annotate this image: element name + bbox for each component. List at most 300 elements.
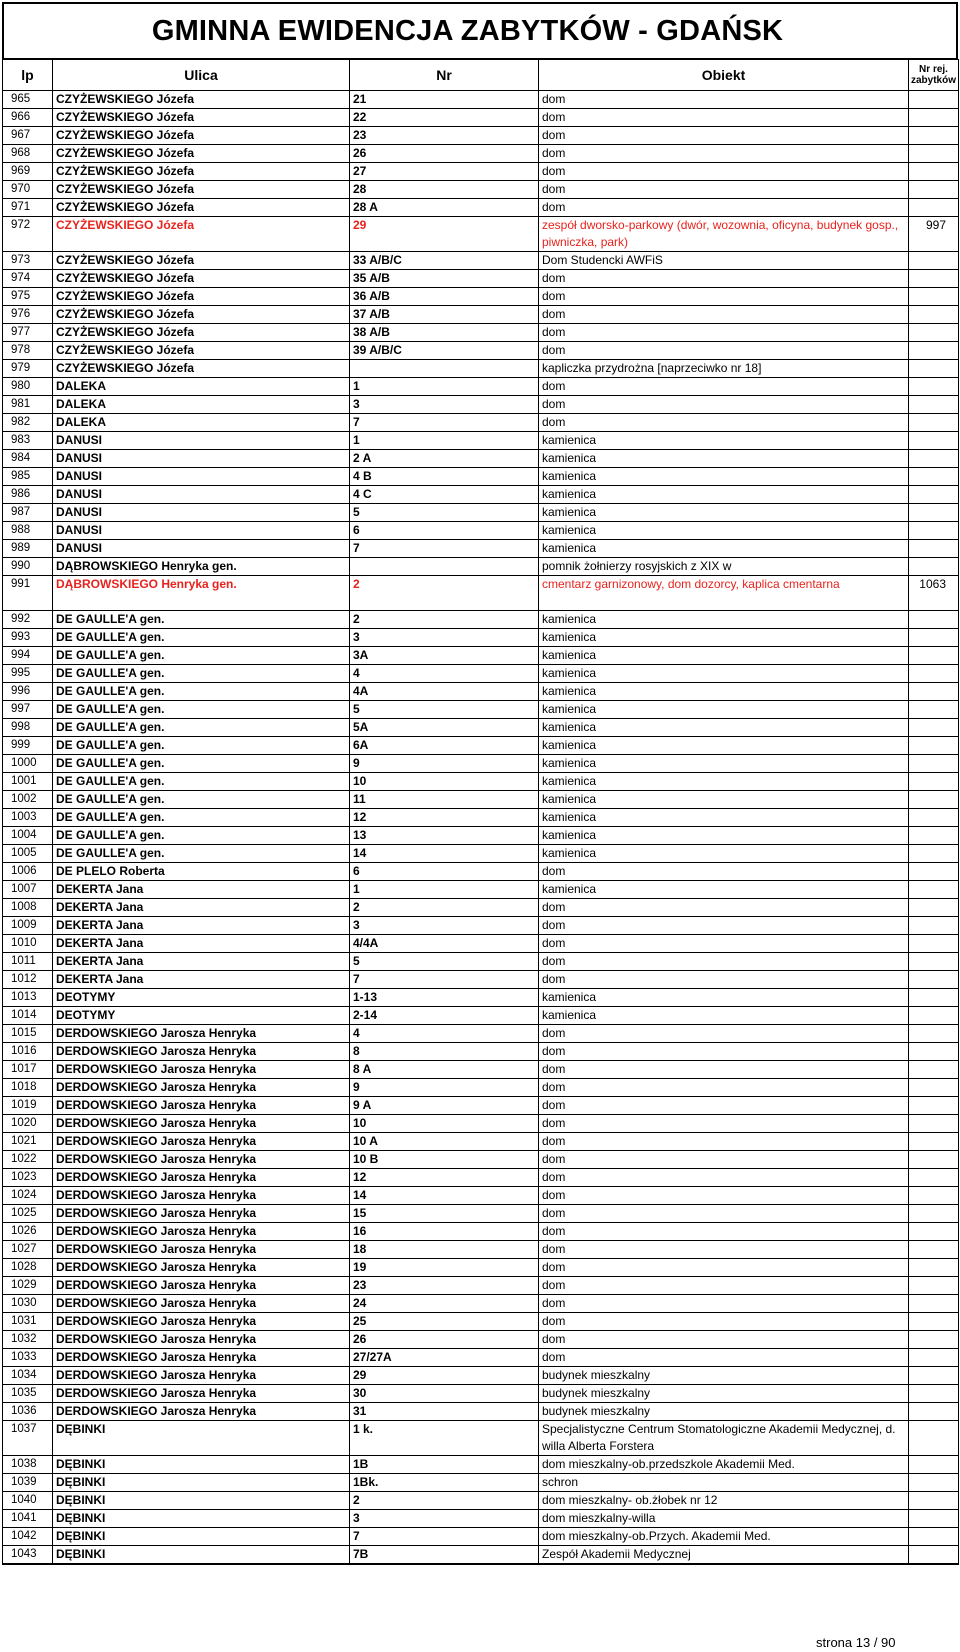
table-row <box>3 989 959 1007</box>
row-object: Dom Studencki AWFiS <box>539 252 909 270</box>
table-row <box>3 127 959 145</box>
table-row <box>3 809 959 827</box>
row-object: dom <box>539 1223 909 1241</box>
row-street: CZYŻEWSKIEGO Józefa <box>53 163 350 181</box>
row-street: DEKERTA Jana <box>53 917 350 935</box>
table-row <box>3 1079 959 1097</box>
row-nr: 30 <box>350 1385 539 1403</box>
row-object: dom <box>539 1187 909 1205</box>
row-street: DERDOWSKIEGO Jarosza Henryka <box>53 1169 350 1187</box>
row-nr: 37 A/B <box>350 306 539 324</box>
row-nr <box>350 360 539 378</box>
row-street: CZYŻEWSKIEGO Józefa <box>53 217 350 252</box>
table-row <box>3 414 959 432</box>
row-object: dom <box>539 181 909 199</box>
row-registry <box>909 1061 959 1079</box>
row-object: dom mieszkalny-ob.Przych. Akademii Med. <box>539 1528 909 1546</box>
row-nr: 5A <box>350 719 539 737</box>
row-nr: 39 A/B/C <box>350 342 539 360</box>
table-row <box>3 199 959 217</box>
row-registry <box>909 396 959 414</box>
row-nr: 4/4A <box>350 935 539 953</box>
row-registry <box>909 1079 959 1097</box>
row-lp: 985 <box>3 468 53 486</box>
row-lp: 1005 <box>3 845 53 863</box>
table-row <box>3 611 959 629</box>
row-registry <box>909 270 959 288</box>
row-nr: 13 <box>350 827 539 845</box>
row-registry <box>909 558 959 576</box>
row-street: DANUSI <box>53 522 350 540</box>
table-row <box>3 109 959 127</box>
row-object: kamienica <box>539 665 909 683</box>
table-row <box>3 576 959 611</box>
table-row <box>3 1474 959 1492</box>
row-object: dom <box>539 971 909 989</box>
table-row <box>3 342 959 360</box>
row-nr: 5 <box>350 953 539 971</box>
row-nr <box>350 558 539 576</box>
row-street: DE GAULLE'A gen. <box>53 683 350 701</box>
row-street: CZYŻEWSKIEGO Józefa <box>53 109 350 127</box>
row-lp: 1026 <box>3 1223 53 1241</box>
table-row <box>3 1061 959 1079</box>
table-row <box>3 288 959 306</box>
row-object: Zespół Akademii Medycznej <box>539 1546 909 1565</box>
row-lp: 996 <box>3 683 53 701</box>
row-object: kamienica <box>539 647 909 665</box>
row-lp: 1024 <box>3 1187 53 1205</box>
row-lp: 981 <box>3 396 53 414</box>
row-nr: 2 <box>350 576 539 611</box>
row-object: kamienica <box>539 504 909 522</box>
row-nr: 3 <box>350 917 539 935</box>
row-street: DERDOWSKIEGO Jarosza Henryka <box>53 1385 350 1403</box>
row-street: DERDOWSKIEGO Jarosza Henryka <box>53 1277 350 1295</box>
row-object: dom <box>539 1241 909 1259</box>
row-lp: 1011 <box>3 953 53 971</box>
row-registry: 1063 <box>909 576 959 611</box>
row-object: dom <box>539 1151 909 1169</box>
row-street: DEOTYMY <box>53 1007 350 1025</box>
table-row <box>3 306 959 324</box>
row-lp: 1003 <box>3 809 53 827</box>
row-registry <box>909 629 959 647</box>
row-street: DERDOWSKIEGO Jarosza Henryka <box>53 1205 350 1223</box>
row-registry <box>909 109 959 127</box>
row-registry <box>909 522 959 540</box>
row-registry <box>909 1115 959 1133</box>
row-nr: 23 <box>350 127 539 145</box>
row-nr: 4 B <box>350 468 539 486</box>
row-nr: 9 A <box>350 1097 539 1115</box>
row-nr: 6A <box>350 737 539 755</box>
row-street: DERDOWSKIEGO Jarosza Henryka <box>53 1295 350 1313</box>
row-object: dom <box>539 1295 909 1313</box>
row-street: DANUSI <box>53 432 350 450</box>
row-lp: 1015 <box>3 1025 53 1043</box>
row-lp: 1009 <box>3 917 53 935</box>
row-street: DE GAULLE'A gen. <box>53 719 350 737</box>
table-row <box>3 360 959 378</box>
row-object: kamienica <box>539 522 909 540</box>
table-row <box>3 881 959 899</box>
row-street: CZYŻEWSKIEGO Józefa <box>53 324 350 342</box>
row-street: DEKERTA Jana <box>53 953 350 971</box>
row-nr: 2 <box>350 611 539 629</box>
row-street: DERDOWSKIEGO Jarosza Henryka <box>53 1133 350 1151</box>
table-row <box>3 1259 959 1277</box>
row-nr: 10 B <box>350 1151 539 1169</box>
row-registry <box>909 971 959 989</box>
row-nr: 36 A/B <box>350 288 539 306</box>
row-object: dom <box>539 935 909 953</box>
row-street: DĘBINKI <box>53 1474 350 1492</box>
row-lp: 1028 <box>3 1259 53 1277</box>
row-lp: 1014 <box>3 1007 53 1025</box>
row-registry <box>909 809 959 827</box>
row-street: DERDOWSKIEGO Jarosza Henryka <box>53 1025 350 1043</box>
row-registry <box>909 252 959 270</box>
row-lp: 974 <box>3 270 53 288</box>
row-registry <box>909 1151 959 1169</box>
row-street: CZYŻEWSKIEGO Józefa <box>53 306 350 324</box>
row-object: kamienica <box>539 683 909 701</box>
row-registry <box>909 1007 959 1025</box>
row-object: kamienica <box>539 486 909 504</box>
row-street: DE GAULLE'A gen. <box>53 701 350 719</box>
row-object: dom <box>539 1079 909 1097</box>
row-lp: 993 <box>3 629 53 647</box>
row-registry <box>909 791 959 809</box>
table-row <box>3 91 959 109</box>
table-row <box>3 647 959 665</box>
row-object: kamienica <box>539 845 909 863</box>
table-row <box>3 217 959 252</box>
table-row <box>3 917 959 935</box>
row-lp: 967 <box>3 127 53 145</box>
row-lp: 1031 <box>3 1313 53 1331</box>
table-row <box>3 1528 959 1546</box>
table-row <box>3 1133 959 1151</box>
row-lp: 992 <box>3 611 53 629</box>
row-registry <box>909 1492 959 1510</box>
row-lp: 970 <box>3 181 53 199</box>
table-row <box>3 1492 959 1510</box>
row-lp: 988 <box>3 522 53 540</box>
row-lp: 1010 <box>3 935 53 953</box>
row-object: dom <box>539 1205 909 1223</box>
row-lp: 983 <box>3 432 53 450</box>
row-street: DE GAULLE'A gen. <box>53 611 350 629</box>
row-street: DEKERTA Jana <box>53 899 350 917</box>
table-row <box>3 163 959 181</box>
row-object: dom <box>539 324 909 342</box>
row-object: dom <box>539 414 909 432</box>
row-registry <box>909 917 959 935</box>
row-object: budynek mieszkalny <box>539 1385 909 1403</box>
table-row <box>3 1205 959 1223</box>
row-lp: 1040 <box>3 1492 53 1510</box>
row-nr: 4 <box>350 665 539 683</box>
table-row <box>3 1349 959 1367</box>
row-registry <box>909 683 959 701</box>
row-lp: 1025 <box>3 1205 53 1223</box>
row-nr: 16 <box>350 1223 539 1241</box>
row-lp: 980 <box>3 378 53 396</box>
table-row <box>3 504 959 522</box>
row-nr: 5 <box>350 701 539 719</box>
row-registry <box>909 953 959 971</box>
row-registry <box>909 1241 959 1259</box>
row-lp: 987 <box>3 504 53 522</box>
table-row <box>3 1421 959 1456</box>
row-object: kamienica <box>539 450 909 468</box>
row-street: DE GAULLE'A gen. <box>53 773 350 791</box>
row-street: DERDOWSKIEGO Jarosza Henryka <box>53 1331 350 1349</box>
row-street: DERDOWSKIEGO Jarosza Henryka <box>53 1223 350 1241</box>
row-street: DALEKA <box>53 378 350 396</box>
row-street: DERDOWSKIEGO Jarosza Henryka <box>53 1151 350 1169</box>
row-nr: 14 <box>350 1187 539 1205</box>
row-nr: 27 <box>350 163 539 181</box>
row-registry <box>909 1259 959 1277</box>
table-row <box>3 270 959 288</box>
row-street: DEKERTA Jana <box>53 935 350 953</box>
row-object: dom <box>539 899 909 917</box>
row-registry <box>909 486 959 504</box>
row-street: DERDOWSKIEGO Jarosza Henryka <box>53 1313 350 1331</box>
row-lp: 1039 <box>3 1474 53 1492</box>
row-nr: 15 <box>350 1205 539 1223</box>
row-nr: 4A <box>350 683 539 701</box>
row-nr: 9 <box>350 755 539 773</box>
row-lp: 1012 <box>3 971 53 989</box>
row-registry <box>909 665 959 683</box>
row-street: CZYŻEWSKIEGO Józefa <box>53 181 350 199</box>
row-registry <box>909 1223 959 1241</box>
row-registry <box>909 989 959 1007</box>
row-registry <box>909 91 959 109</box>
row-nr: 31 <box>350 1403 539 1421</box>
table-row <box>3 791 959 809</box>
row-object: dom <box>539 1043 909 1061</box>
row-registry <box>909 324 959 342</box>
row-street: DE GAULLE'A gen. <box>53 809 350 827</box>
table-row <box>3 953 959 971</box>
document-sheet <box>2 2 958 1565</box>
row-registry: 997 <box>909 217 959 252</box>
table-header-row <box>3 60 959 91</box>
table-row <box>3 701 959 719</box>
row-registry <box>909 1474 959 1492</box>
row-lp: 1000 <box>3 755 53 773</box>
row-street: DERDOWSKIEGO Jarosza Henryka <box>53 1043 350 1061</box>
row-nr: 3 <box>350 1510 539 1528</box>
row-object: dom <box>539 396 909 414</box>
row-nr: 28 A <box>350 199 539 217</box>
table-row <box>3 773 959 791</box>
row-lp: 990 <box>3 558 53 576</box>
header-street: Ulica <box>53 60 350 91</box>
row-registry <box>909 1043 959 1061</box>
table-row <box>3 755 959 773</box>
row-nr: 2 <box>350 899 539 917</box>
row-street: DANUSI <box>53 540 350 558</box>
row-registry <box>909 647 959 665</box>
table-row <box>3 324 959 342</box>
table-row <box>3 1456 959 1474</box>
row-lp: 997 <box>3 701 53 719</box>
row-object: dom mieszkalny-willa <box>539 1510 909 1528</box>
row-nr: 7 <box>350 971 539 989</box>
row-registry <box>909 163 959 181</box>
row-nr: 11 <box>350 791 539 809</box>
row-nr: 10 <box>350 1115 539 1133</box>
row-registry <box>909 414 959 432</box>
row-nr: 7B <box>350 1546 539 1565</box>
row-object: dom <box>539 127 909 145</box>
table-row <box>3 1097 959 1115</box>
row-nr: 1 <box>350 432 539 450</box>
row-registry <box>909 306 959 324</box>
table-row <box>3 1403 959 1421</box>
row-street: DEKERTA Jana <box>53 971 350 989</box>
row-street: DE PLELO Roberta <box>53 863 350 881</box>
row-lp: 1002 <box>3 791 53 809</box>
row-street: DERDOWSKIEGO Jarosza Henryka <box>53 1259 350 1277</box>
row-object: kamienica <box>539 629 909 647</box>
row-registry <box>909 1331 959 1349</box>
row-nr: 22 <box>350 109 539 127</box>
row-lp: 1038 <box>3 1456 53 1474</box>
row-object: dom <box>539 109 909 127</box>
row-object: dom <box>539 917 909 935</box>
table-row <box>3 1367 959 1385</box>
row-nr: 7 <box>350 540 539 558</box>
row-lp: 973 <box>3 252 53 270</box>
row-lp: 989 <box>3 540 53 558</box>
row-registry <box>909 1025 959 1043</box>
row-object: budynek mieszkalny <box>539 1367 909 1385</box>
row-registry <box>909 378 959 396</box>
row-object: dom <box>539 1025 909 1043</box>
row-registry <box>909 504 959 522</box>
row-nr: 38 A/B <box>350 324 539 342</box>
table-row <box>3 1510 959 1528</box>
row-nr: 19 <box>350 1259 539 1277</box>
row-lp: 991 <box>3 576 53 611</box>
page-title: GMINNA EWIDENCJA ZABYTKÓW - GDAŃSK <box>151 14 784 47</box>
row-street: DĘBINKI <box>53 1546 350 1565</box>
row-registry <box>909 450 959 468</box>
row-street: DE GAULLE'A gen. <box>53 629 350 647</box>
row-street: CZYŻEWSKIEGO Józefa <box>53 342 350 360</box>
row-nr: 26 <box>350 145 539 163</box>
table-row <box>3 1295 959 1313</box>
row-nr: 2-14 <box>350 1007 539 1025</box>
table-row <box>3 522 959 540</box>
row-nr: 12 <box>350 809 539 827</box>
row-nr: 26 <box>350 1331 539 1349</box>
row-object: dom <box>539 199 909 217</box>
row-lp: 1020 <box>3 1115 53 1133</box>
row-street: DERDOWSKIEGO Jarosza Henryka <box>53 1349 350 1367</box>
table-row <box>3 1385 959 1403</box>
row-object: kamienica <box>539 989 909 1007</box>
row-registry <box>909 1097 959 1115</box>
row-registry <box>909 845 959 863</box>
row-registry <box>909 432 959 450</box>
table-row <box>3 145 959 163</box>
row-lp: 1033 <box>3 1349 53 1367</box>
row-registry <box>909 1277 959 1295</box>
row-street: DĘBINKI <box>53 1421 350 1456</box>
row-registry <box>909 540 959 558</box>
row-nr: 1-13 <box>350 989 539 1007</box>
row-registry <box>909 701 959 719</box>
row-street: DĘBINKI <box>53 1456 350 1474</box>
row-street: CZYŻEWSKIEGO Józefa <box>53 288 350 306</box>
row-object: dom <box>539 1259 909 1277</box>
row-street: DERDOWSKIEGO Jarosza Henryka <box>53 1097 350 1115</box>
row-registry <box>909 199 959 217</box>
row-nr: 2 <box>350 1492 539 1510</box>
row-nr: 2 A <box>350 450 539 468</box>
row-object: kapliczka przydrożna [naprzeciwko nr 18] <box>539 360 909 378</box>
table-row <box>3 719 959 737</box>
row-lp: 1006 <box>3 863 53 881</box>
row-street: DE GAULLE'A gen. <box>53 791 350 809</box>
row-registry <box>909 1456 959 1474</box>
table-row <box>3 181 959 199</box>
row-object: dom <box>539 1115 909 1133</box>
row-nr: 9 <box>350 1079 539 1097</box>
row-nr: 6 <box>350 522 539 540</box>
row-object: kamienica <box>539 755 909 773</box>
row-street: DEOTYMY <box>53 989 350 1007</box>
row-object: kamienica <box>539 809 909 827</box>
row-lp: 972 <box>3 217 53 252</box>
row-registry <box>909 899 959 917</box>
table-row <box>3 1277 959 1295</box>
row-object: dom <box>539 1349 909 1367</box>
row-nr: 3 <box>350 629 539 647</box>
row-object: dom mieszkalny-ob.przedszkole Akademii Med. <box>539 1456 909 1474</box>
row-registry <box>909 881 959 899</box>
row-registry <box>909 288 959 306</box>
row-nr: 6 <box>350 863 539 881</box>
row-object: dom <box>539 270 909 288</box>
row-lp: 965 <box>3 91 53 109</box>
table-row <box>3 827 959 845</box>
row-lp: 995 <box>3 665 53 683</box>
row-street: DERDOWSKIEGO Jarosza Henryka <box>53 1367 350 1385</box>
table-row <box>3 1187 959 1205</box>
row-street: DE GAULLE'A gen. <box>53 827 350 845</box>
row-registry <box>909 127 959 145</box>
table-row <box>3 1151 959 1169</box>
row-nr: 1 <box>350 378 539 396</box>
row-nr: 3 <box>350 396 539 414</box>
row-street: CZYŻEWSKIEGO Józefa <box>53 91 350 109</box>
header-registry: Nr rej. zabytków <box>909 60 959 91</box>
row-object: kamienica <box>539 827 909 845</box>
row-registry <box>909 737 959 755</box>
table-row <box>3 665 959 683</box>
row-street: DANUSI <box>53 450 350 468</box>
row-registry <box>909 1205 959 1223</box>
